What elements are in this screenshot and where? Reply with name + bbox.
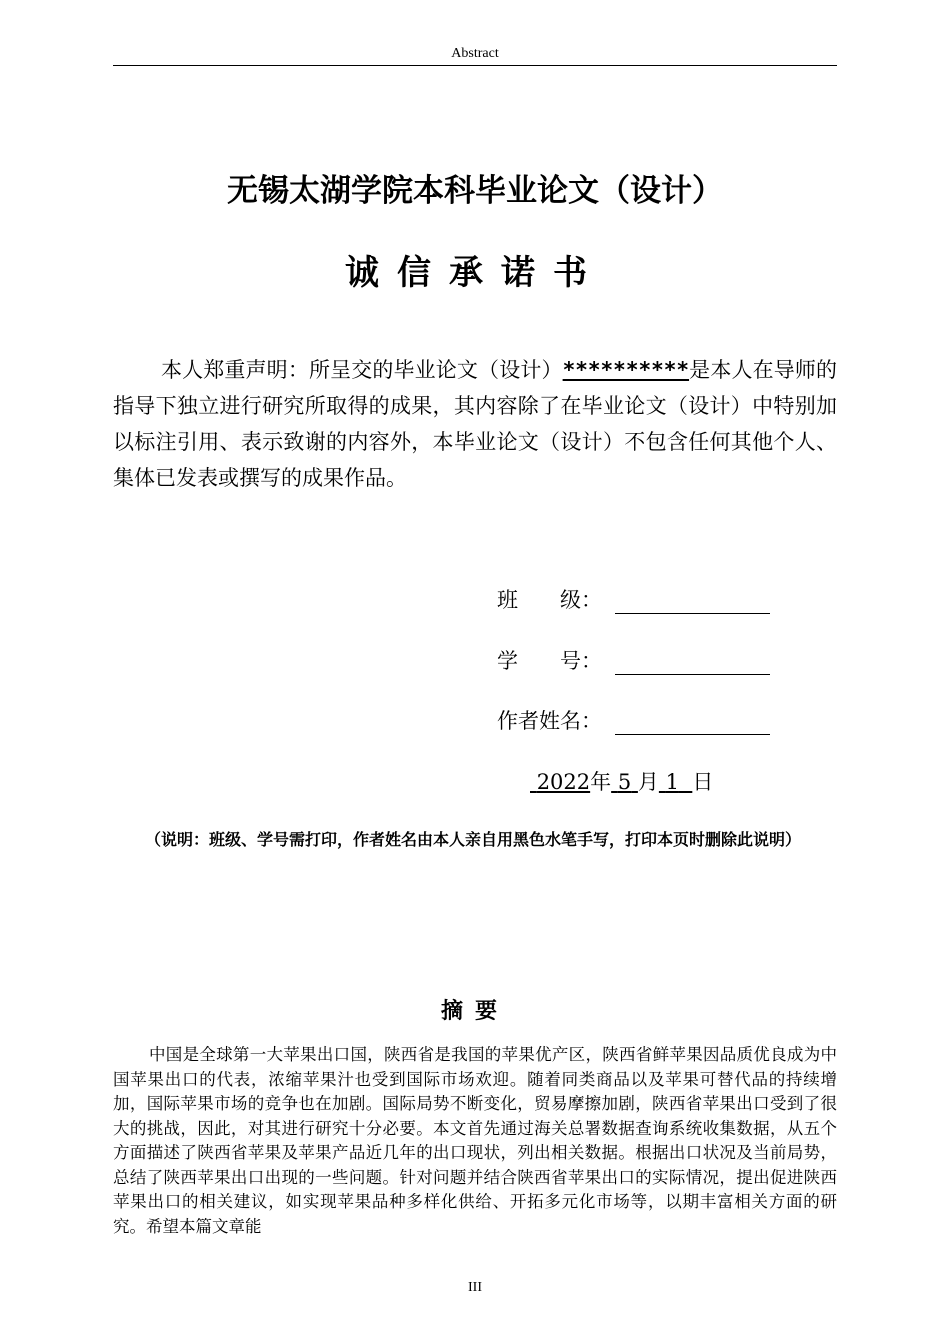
date-line xyxy=(530,766,713,796)
student-id-blank-line xyxy=(615,652,770,675)
declaration-paragraph xyxy=(113,352,837,496)
date-year-pad xyxy=(530,770,537,794)
instruction-note: （说明：班级、学号需打印，作者姓名由本人亲自用黑色水笔手写，打印本页时删除此说明） xyxy=(145,830,802,849)
date-month-unit: 月 xyxy=(637,770,659,794)
class-label: 班 级： xyxy=(497,588,602,612)
author-field-row xyxy=(497,705,770,735)
header-divider xyxy=(113,65,837,66)
date-day: 1 xyxy=(665,770,679,794)
date-month: 5 xyxy=(617,770,632,794)
student-id-label: 学 号： xyxy=(497,649,602,673)
date-day-unit: 日 xyxy=(692,770,714,794)
abstract-heading: 摘要 xyxy=(440,999,509,1024)
date-year: 2022 xyxy=(536,770,591,794)
thesis-title-placeholder: ********** xyxy=(562,358,690,382)
page-number: III xyxy=(468,1280,482,1295)
date-year-unit: 年 xyxy=(590,770,612,794)
declaration-text-before: 本人郑重声明：所呈交的毕业论文（设计） xyxy=(161,358,563,382)
document-title: 无锡太湖学院本科毕业论文（设计） xyxy=(227,173,723,209)
running-header: Abstract xyxy=(451,46,499,61)
author-label: 作者姓名： xyxy=(497,709,602,733)
document-subtitle: 诚信承诺书 xyxy=(345,253,605,293)
abstract-body: 中国是全球第一大苹果出口国，陕西省是我国的苹果优产区，陕西省鲜苹果因品质优良成为中国苹果出口的代表，浓缩苹果汁也受到国际市场欢迎。随着同类商品以及苹果可替代品的持续增加，国际苹果市场的竞争也在加剧。国际局势不断变化，贸易摩擦加剧，陕西省苹果出口受到了很大的挑战，因此，对其进行研究十分必要。本文首先通过海关总署数据查询系统收集数据，从五个方面描述了陕西省苹果及苹果产品近几年的出口现状，列出相关数据。根据出口状况及当前局势，总结了陕西苹果出口出现的一些问题。针对问题并结合陕西省苹果出口的实际情况，提出促进陕西苹果出口的相关建议，如实现苹果品种多样化供给、开拓多元化市场等，以期丰富相关方面的研究。希望本篇文章能 xyxy=(113,1045,837,1236)
class-field-row xyxy=(497,584,770,614)
declaration-text-after: 是本人在导师的指导下独立进行研究所取得的成果，其内容除了在毕业论文（设计）中特别加以标注引用、表示致谢的内容外，本毕业论文（设计）不包含任何其他个人、集体已发表或撰写的成果作品。 xyxy=(113,358,838,490)
student-id-field-row xyxy=(497,645,770,675)
class-blank-line xyxy=(615,591,770,614)
author-blank-line xyxy=(615,712,770,735)
